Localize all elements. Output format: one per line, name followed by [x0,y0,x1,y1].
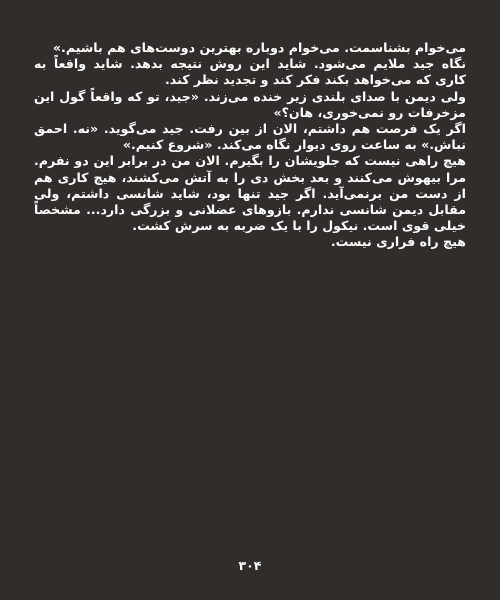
paragraph: هیچ راه فراری نیست. [330,234,466,250]
page-number: ۳۰۴ [238,558,262,573]
paragraph: ولی دیمن با صدای بلندی زیر خنده می‌زند. «جید، تو که واقعاً گول این مزخرفات رو نمی‌خوری، هان؟» [34,88,466,120]
paragraph: می‌خوام بشناسمت. می‌خوام دوباره بهترین دوست‌های هم باشیم.» [52,40,466,55]
body-text [34,40,466,251]
paragraph: نگاه جید ملایم می‌شود. شاید این روش نتیجه بدهد. شاید واقعاً به کاری که می‌خواهد بکند فکر کند و تجدید نظر کند. [34,56,466,88]
paragraph: اگر یک فرصت هم داشتم، الان از بین رفت. جید می‌گوید. «نه. احمق نباش.» به ساعت روی دیوار نگاه می‌کند. «شروع کنیم.» [34,121,466,153]
paragraph: هیچ راهی نیست که جلویشان را بگیرم. الان من در برابر این دو نفرم. مرا بیهوش می‌کنند و بعد بخش دی را به آتش می‌کشند، هیچ کاری هم از دست من برنمی‌آید. اگر جید تنها بود، شاید شانسی داشتم، ولی مقابل دیمن شانسی ندارم. بازوهای عضلانی و بزرگی دارد... مشخصاً خیلی قوی است. نیکول را با یک ضربه به سرش کشت. [34,153,466,234]
